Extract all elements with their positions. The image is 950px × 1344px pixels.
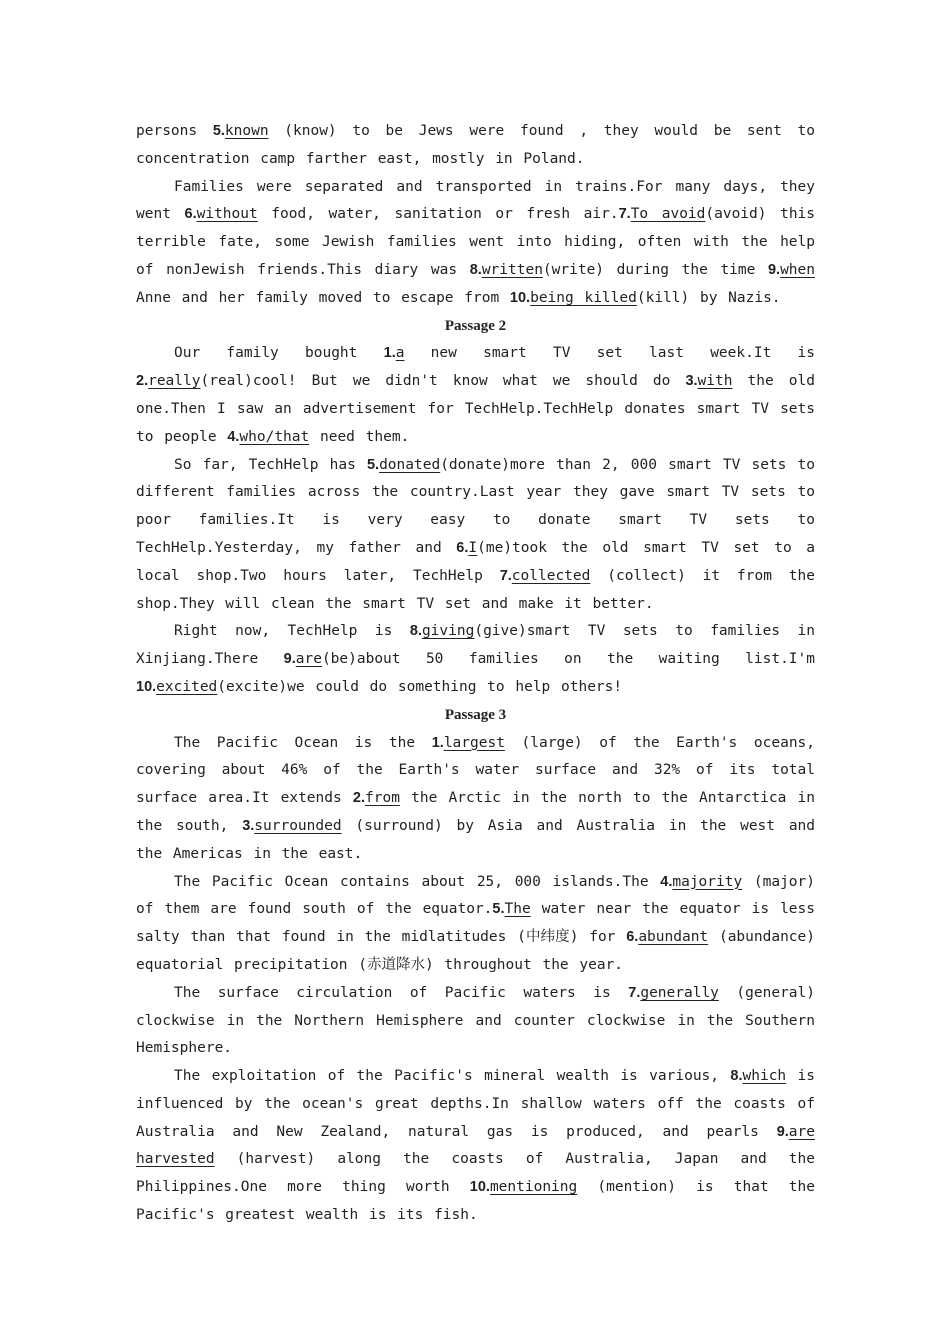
text-run: Our family bought xyxy=(174,345,384,362)
blank-answer: surrounded xyxy=(254,817,342,834)
blank-number: 5. xyxy=(212,123,225,139)
text-run: (kill) by Nazis. xyxy=(636,289,781,306)
text-run: food, water, sanitation or fresh air. xyxy=(257,206,619,223)
text-run: (know) to be Jews were found , they would be sent to concentration camp farther east, mostly in Poland. xyxy=(136,123,815,167)
blank-answer: are harvested xyxy=(136,1123,815,1168)
text-run: The Pacific Ocean contains about 25, 000 islands.The xyxy=(174,873,661,890)
blank-number: 3. xyxy=(242,817,255,834)
text-run: Families were separated and transported in trains.For many days, they went xyxy=(136,178,815,223)
blank-answer: collected xyxy=(511,567,591,584)
text-run: So far, TechHelp has xyxy=(174,456,367,473)
paragraph xyxy=(136,980,815,1063)
text-run: (general) clockwise in the Northern Hemisphere and counter clockwise in the Southern Hemisphere. xyxy=(136,984,815,1057)
text-run: Right now, TechHelp is xyxy=(174,623,410,640)
blank-answer: written xyxy=(481,261,543,278)
blank-answer: who/that xyxy=(239,428,310,445)
blank-number: 8. xyxy=(469,261,482,278)
blank-answer: really xyxy=(148,373,201,390)
paragraph xyxy=(136,174,815,313)
blank-answer: with xyxy=(697,373,733,390)
blank-answer: which xyxy=(742,1068,787,1085)
text-run: the old one.Then I saw an advertisement for TechHelp.TechHelp donates smart TV sets to people xyxy=(136,373,815,445)
blank-number: 8. xyxy=(730,1068,743,1085)
blank-number: 10. xyxy=(509,289,531,306)
text-run: new smart TV set last week.It is xyxy=(404,345,815,362)
paragraph xyxy=(136,340,815,451)
text-run: is influenced by the ocean's great depths.In shallow waters off the coasts of Australia and New Zealand, natural gas is produced, and pearls xyxy=(136,1068,815,1140)
paragraph xyxy=(136,730,815,869)
blank-answer: abundant xyxy=(638,929,709,946)
paragraph xyxy=(136,118,815,174)
blank-answer: largest xyxy=(443,734,505,751)
blank-answer: when xyxy=(780,261,815,278)
blank-number: 4. xyxy=(227,428,240,445)
text-run: water near the equator is less salty than that found in the midlatitudes (中纬度) for xyxy=(136,901,815,946)
blank-number: 10. xyxy=(469,1179,490,1196)
blank-answer: known xyxy=(224,123,269,139)
paragraph xyxy=(136,452,815,619)
blank-answer: are xyxy=(295,651,322,668)
blank-number: 9. xyxy=(767,261,781,278)
blank-answer: being killed xyxy=(530,289,637,306)
blank-number: 2. xyxy=(136,373,149,390)
text-run: the Arctic in the north to the Antarctica in the south, xyxy=(136,790,815,834)
blank-number: 6. xyxy=(626,929,639,946)
blank-answer: To avoid xyxy=(630,206,706,223)
blank-number: 5. xyxy=(366,456,380,473)
blank-number: 1. xyxy=(431,734,444,751)
text-run: Anne and her family moved to escape from xyxy=(136,289,510,306)
blank-answer: generally xyxy=(640,984,719,1001)
blank-answer: giving xyxy=(421,623,475,640)
blank-number: 8. xyxy=(409,623,422,640)
document-page xyxy=(136,118,815,1230)
blank-answer: donated xyxy=(379,456,441,473)
text-run: (excite)we could do something to help others! xyxy=(217,678,623,695)
passage-title: Passage 3 xyxy=(444,706,507,723)
blank-number: 9. xyxy=(776,1123,789,1140)
text-run: (abundance) equatorial precipitation (赤道降水) throughout the year. xyxy=(136,929,815,973)
text-run: (surround) by Asia and Australia in the west and the Americas in the east. xyxy=(136,817,816,862)
paragraph xyxy=(136,618,815,701)
text-run: (harvest) along the coasts of Australia, Japan and the Philippines.One more thing worth xyxy=(136,1151,815,1196)
text-run: (major) of them are found south of the equator. xyxy=(136,873,815,918)
blank-number: 5. xyxy=(492,901,505,918)
paragraph xyxy=(136,869,815,980)
text-run: (large) of the Earth's oceans, covering about 46% of the Earth's water surface and 32% of its total surface area.It extends xyxy=(136,734,816,807)
text-run: (collect) it from the shop.They will clean the smart TV set and make it better. xyxy=(136,567,815,612)
text-run: (me)took the old smart TV set to a local shop.Two hours later, TechHelp xyxy=(136,539,816,584)
blank-number: 1. xyxy=(383,345,396,362)
blank-number: 2. xyxy=(352,790,366,807)
text-run: (write) during the time xyxy=(542,261,768,278)
text-run: The Pacific Ocean is the xyxy=(174,734,432,751)
blank-number: 6. xyxy=(456,539,469,556)
text-run: need them. xyxy=(309,428,410,445)
text-run: (give)smart TV sets to families in Xinjiang.There xyxy=(136,623,815,668)
blank-number: 3. xyxy=(685,373,698,390)
paragraph xyxy=(136,1063,815,1230)
blank-number: 9. xyxy=(283,651,296,668)
text-run: (avoid) this terrible fate, some Jewish families went into hiding, often with the help of nonJewish friends.This diary was xyxy=(136,206,816,278)
text-run: (real)cool! But we didn't know what we should do xyxy=(200,373,686,390)
text-run: (mention) is that the Pacific's greatest wealth is its fish. xyxy=(136,1179,815,1224)
blank-number: 7. xyxy=(499,567,512,584)
text-run: persons xyxy=(136,123,213,139)
blank-answer: I xyxy=(468,539,478,556)
blank-answer: mentioning xyxy=(489,1179,578,1196)
blank-number: 6. xyxy=(184,206,197,223)
text-run: (donate)more than 2, 000 smart TV sets to different families across the country.Last year they gave smart TV sets to poor families.It is very easy to donate smart TV sets to TechHelp.Yesterday, my father and xyxy=(136,456,816,556)
text-run: (be)about 50 families on the waiting list.I'm xyxy=(321,651,815,668)
text-run: The surface circulation of Pacific waters is xyxy=(174,984,629,1001)
blank-answer: excited xyxy=(156,678,218,695)
blank-answer: The xyxy=(504,901,531,918)
blank-number: 7. xyxy=(618,206,631,223)
blank-answer: without xyxy=(196,206,258,223)
blank-answer: from xyxy=(365,790,400,807)
blank-answer: a xyxy=(395,345,405,362)
text-run: The exploitation of the Pacific's mineral wealth is various, xyxy=(174,1068,731,1085)
passage-title: Passage 2 xyxy=(444,317,507,334)
blank-answer: majority xyxy=(672,873,743,890)
blank-number: 7. xyxy=(628,984,641,1001)
blank-number: 10. xyxy=(136,678,157,695)
blank-number: 4. xyxy=(660,873,673,890)
